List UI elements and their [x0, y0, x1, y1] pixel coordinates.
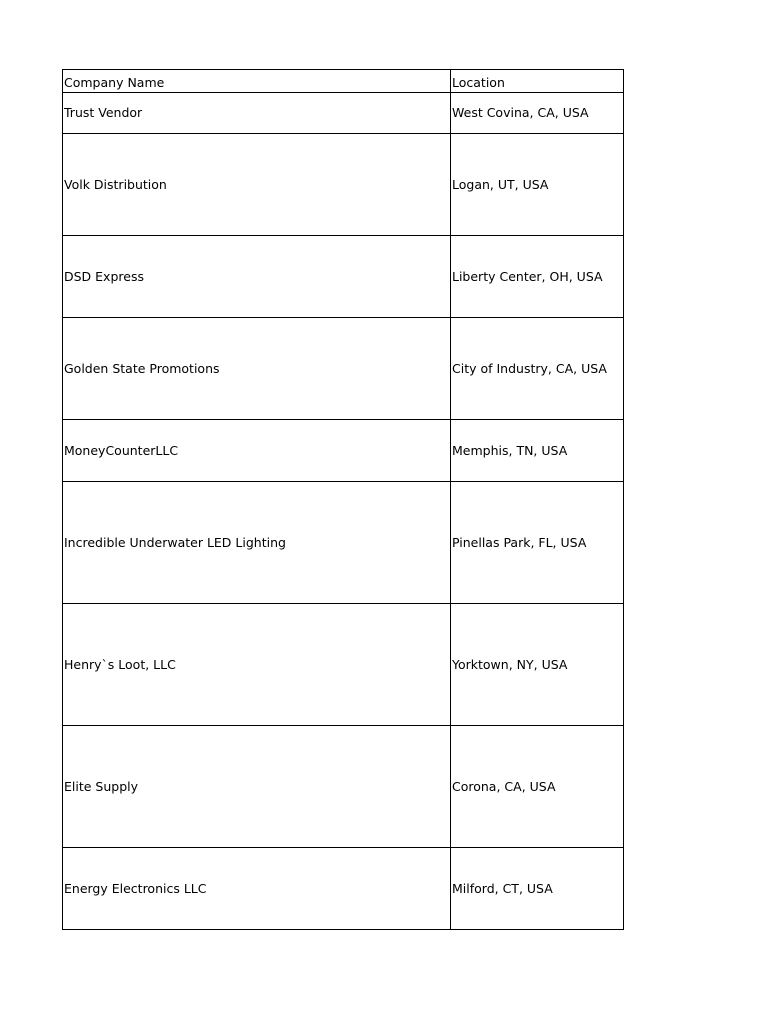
vendor-table-container	[62, 69, 623, 930]
company-name-cell: Energy Electronics LLC	[63, 848, 451, 930]
vendor-table	[62, 69, 624, 930]
header-company-name: Company Name	[63, 70, 451, 93]
table-row	[63, 848, 624, 930]
company-name-cell: Trust Vendor	[63, 93, 451, 134]
location-cell: Memphis, TN, USA	[451, 420, 624, 482]
location-cell: Liberty Center, OH, USA	[451, 236, 624, 318]
table-row	[63, 420, 624, 482]
table-row	[63, 482, 624, 604]
location-cell: West Covina, CA, USA	[451, 93, 624, 134]
table-header-row	[63, 70, 624, 93]
table-row	[63, 93, 624, 134]
company-name-cell: Elite Supply	[63, 726, 451, 848]
location-cell: Yorktown, NY, USA	[451, 604, 624, 726]
table-row	[63, 134, 624, 236]
location-cell: City of Industry, CA, USA	[451, 318, 624, 420]
company-name-cell: Henry`s Loot, LLC	[63, 604, 451, 726]
company-name-cell: DSD Express	[63, 236, 451, 318]
header-location: Location	[451, 70, 624, 93]
table-row	[63, 236, 624, 318]
table-row	[63, 318, 624, 420]
table-row	[63, 604, 624, 726]
location-cell: Corona, CA, USA	[451, 726, 624, 848]
company-name-cell: Incredible Underwater LED Lighting	[63, 482, 451, 604]
company-name-cell: Golden State Promotions	[63, 318, 451, 420]
company-name-cell: Volk Distribution	[63, 134, 451, 236]
location-cell: Pinellas Park, FL, USA	[451, 482, 624, 604]
company-name-cell: MoneyCounterLLC	[63, 420, 451, 482]
table-row	[63, 726, 624, 848]
location-cell: Milford, CT, USA	[451, 848, 624, 930]
location-cell: Logan, UT, USA	[451, 134, 624, 236]
